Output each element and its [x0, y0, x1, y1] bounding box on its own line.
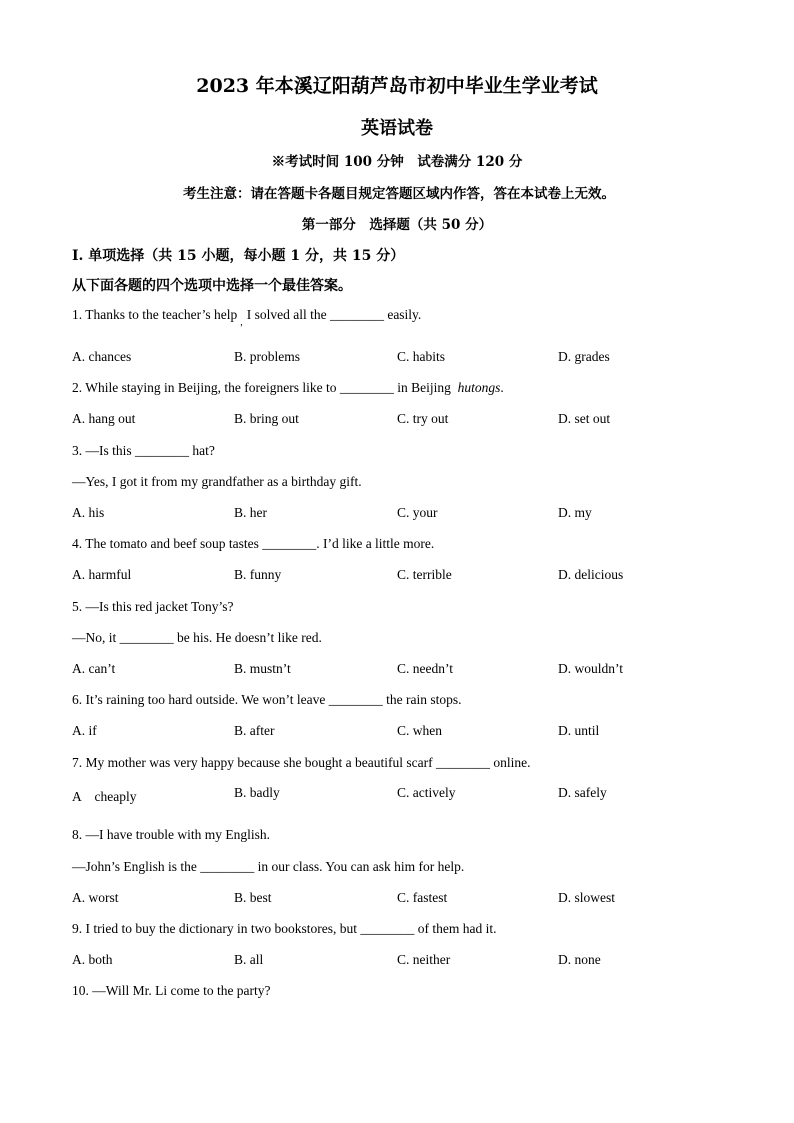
- question-9-option-b[interactable]: B. all: [234, 952, 264, 967]
- question-2-stem-a: 2. While staying in Beijing, the foreigners like to ________ in Beijing: [72, 380, 451, 395]
- question-3-stem: 3. —Is this ________ hat?: [72, 443, 215, 458]
- comma-mark: ,: [240, 317, 243, 328]
- question-7-option-b[interactable]: B. badly: [234, 785, 280, 800]
- question-3-option-b[interactable]: B. her: [234, 505, 267, 520]
- question-7-option-a[interactable]: A cheaply: [72, 789, 137, 804]
- exam-notice: 考生注意：请在答题卡各题目规定答题区域内作答，答在本试卷上无效。: [183, 186, 615, 202]
- question-1-option-b[interactable]: B. problems: [234, 349, 300, 364]
- question-6-option-c[interactable]: C. when: [397, 723, 442, 738]
- question-5-response: —No, it ________ be his. He doesn’t like red.: [72, 630, 322, 645]
- question-8-option-c[interactable]: C. fastest: [397, 890, 448, 905]
- question-5-option-a[interactable]: A. can’t: [72, 661, 116, 676]
- question-9-stem: 9. I tried to buy the dictionary in two bookstores, but ________ of them had it.: [72, 921, 497, 936]
- question-2-stem: [72, 380, 504, 396]
- question-1-option-c[interactable]: C. habits: [397, 349, 446, 364]
- question-3-option-a[interactable]: A. his: [72, 505, 105, 520]
- question-1-option-a[interactable]: A. chances: [72, 349, 132, 364]
- question-9-option-d[interactable]: D. none: [558, 952, 601, 967]
- question-6-option-d[interactable]: D. until: [558, 723, 600, 738]
- question-9-option-c[interactable]: C. neither: [397, 952, 451, 967]
- question-8-stem: 8. —I have trouble with my English.: [72, 827, 270, 842]
- question-8-option-b[interactable]: B. best: [234, 890, 272, 905]
- question-6-stem: 6. It’s raining too hard outside. We won’t leave ________ the rain stops.: [72, 692, 462, 707]
- question-5-option-b[interactable]: B. mustn’t: [234, 661, 291, 676]
- question-2-option-b[interactable]: B. bring out: [234, 411, 299, 426]
- section-instruction: 从下面各题的四个选项中选择一个最佳答案。: [72, 278, 352, 294]
- question-5-option-c[interactable]: C. needn’t: [397, 661, 453, 676]
- question-1-stem-a: 1. Thanks to the teacher’s help: [72, 307, 238, 322]
- question-5-option-d[interactable]: D. wouldn’t: [558, 661, 624, 676]
- question-7-option-c[interactable]: C. actively: [397, 785, 456, 800]
- question-10-stem: 10. —Will Mr. Li come to the party?: [72, 983, 271, 998]
- question-9-option-a[interactable]: A. both: [72, 952, 113, 967]
- question-1-stem-b: I solved all the ________ easily.: [246, 307, 422, 322]
- question-4-option-d[interactable]: D. delicious: [558, 567, 624, 582]
- question-2-stem-italic: hutongs: [457, 380, 501, 395]
- question-4-option-c[interactable]: C. terrible: [397, 567, 452, 582]
- question-3-option-d[interactable]: D. my: [558, 505, 592, 520]
- question-8-option-d[interactable]: D. slowest: [558, 890, 615, 905]
- part-heading: 第一部分 选择题（共 50 分）: [301, 217, 493, 233]
- question-1-option-d[interactable]: D. grades: [558, 349, 610, 364]
- question-2-stem-end: .: [500, 380, 504, 395]
- question-3-option-c[interactable]: C. your: [397, 505, 438, 520]
- question-2-option-c[interactable]: C. try out: [397, 411, 449, 426]
- exam-subject: 英语试卷: [361, 118, 433, 139]
- question-6-option-b[interactable]: B. after: [234, 723, 275, 738]
- question-7-stem: 7. My mother was very happy because she bought a beautiful scarf ________ online.: [72, 755, 531, 770]
- question-2-option-a[interactable]: A. hang out: [72, 411, 136, 426]
- question-6-option-a[interactable]: A. if: [72, 723, 97, 738]
- question-1-stem: [72, 307, 422, 328]
- question-2-option-d[interactable]: D. set out: [558, 411, 611, 426]
- section-heading: Ⅰ. 单项选择（共 15 小题，每小题 1 分，共 15 分）: [72, 248, 405, 264]
- question-8-response: —John’s English is the ________ in our class. You can ask him for help.: [72, 859, 465, 874]
- question-4-stem: 4. The tomato and beef soup tastes ________. I’d like a little more.: [72, 536, 435, 551]
- question-4-option-b[interactable]: B. funny: [234, 567, 282, 582]
- question-3-response: —Yes, I got it from my grandfather as a birthday gift.: [72, 474, 362, 489]
- exam-time-info: ※考试时间 100 分钟 试卷满分 120 分: [271, 154, 523, 170]
- question-8-option-a[interactable]: A. worst: [72, 890, 119, 905]
- question-4-option-a[interactable]: A. harmful: [72, 567, 132, 582]
- question-7-option-d[interactable]: D. safely: [558, 785, 607, 800]
- question-5-stem: 5. —Is this red jacket Tony’s?: [72, 599, 234, 614]
- exam-title: 2023 年本溪辽阳葫芦岛市初中毕业生学业考试: [196, 75, 598, 97]
